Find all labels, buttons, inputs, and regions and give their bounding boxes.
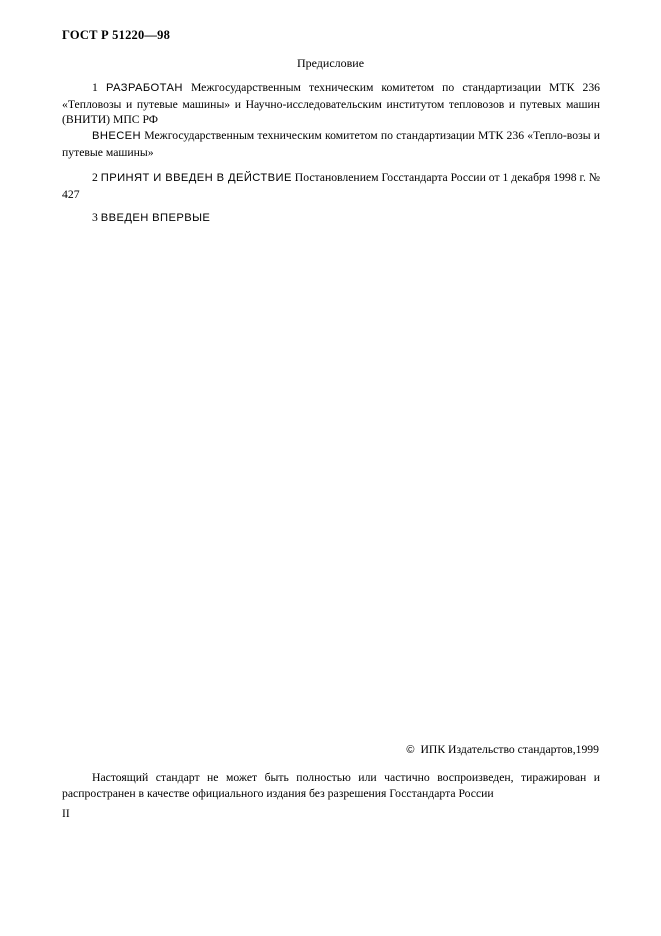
paragraph-text: Межгосударственным техническим комитетом по стандартизации МТК 236 «Тепло-возы и путевые машины»: [62, 129, 601, 159]
paragraph-caps-label: ПРИНЯТ И ВВЕДЕН В ДЕЙСТВИЕ: [100, 172, 292, 184]
paragraph-caps-label: ВВЕДЕН ВПЕРВЫЕ: [100, 212, 211, 224]
copyright-line: [406, 743, 599, 756]
paragraph-submitted-by: [62, 128, 600, 160]
section-title: Предисловие: [296, 56, 365, 70]
paragraph-text: Межгосударственным техническим комитетом по стандартизации МТК 236 «Тепловозы и путевые машины» и Научно-исследовательским институтом тепловозов и путевых машин (ВНИТИ) МПС РФ: [62, 81, 601, 126]
paragraph-developed-by: [62, 80, 600, 128]
paragraph-number: 1: [92, 81, 98, 94]
paragraph-adopted: [62, 170, 600, 202]
paragraph-number: 3: [92, 211, 98, 224]
copyright-text: ИПК Издательство стандартов,1999: [420, 743, 599, 756]
reproduction-notice: Настоящий стандарт не может быть полностью или частично воспроизведен, тиражирован и распространен в качестве официального издания без разрешения Госстандарта России: [62, 771, 600, 800]
copyright-icon: ©: [406, 744, 415, 756]
paragraph-caps-label: ВНЕСЕН: [92, 130, 142, 142]
page-number: II: [62, 808, 70, 820]
paragraph-first-introduced: [62, 210, 600, 227]
paragraph-number: 2: [92, 171, 98, 184]
standard-code-header: ГОСТ Р 51220—98: [62, 28, 171, 42]
paragraph-caps-label: РАЗРАБОТАН: [105, 82, 183, 94]
paragraph-text: Постановлением Госстандарта России от 1 декабря 1998 г. № 427: [62, 171, 600, 201]
